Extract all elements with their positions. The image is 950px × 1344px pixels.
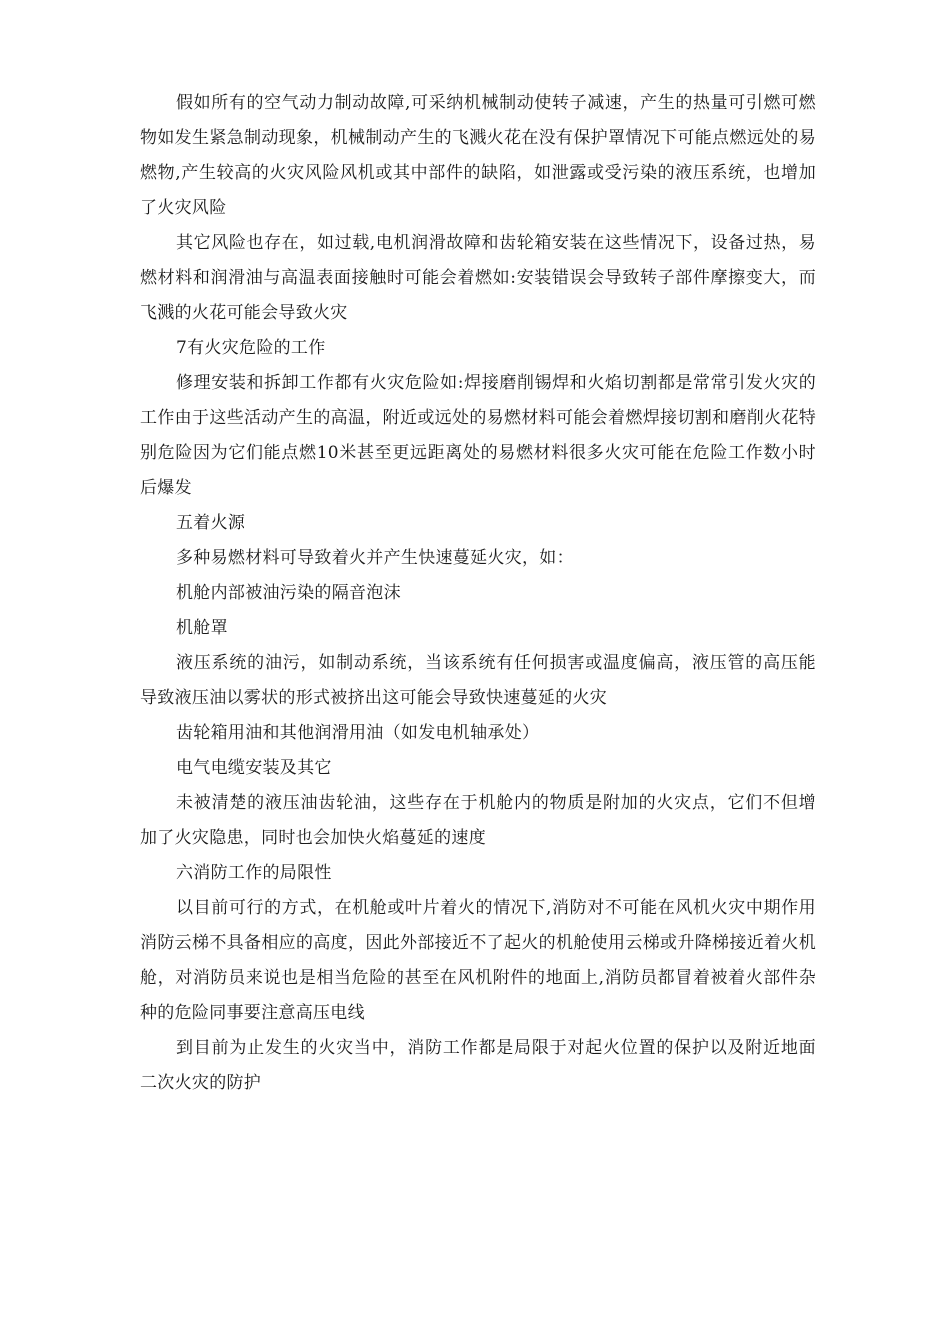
- section-heading-7: 7有火灾危险的工作: [176, 338, 326, 358]
- paragraph-7: 到目前为止发生的火灾当中，消防工作都是局限于对起火位置的保护以及附近地面二次火灾的防护: [140, 1038, 816, 1093]
- paragraph-5: 未被清楚的液压油齿轮油，这些存在于机舱内的物质是附加的火灾点，它们不但增加了火灾隐患，同时也会加快火焰蔓延的速度: [140, 793, 816, 848]
- section-heading-6: 六消防工作的局限性: [176, 863, 332, 883]
- section-heading-5: 五着火源: [176, 513, 246, 533]
- paragraph-1: 假如所有的空气动力制动故障,可采纳机械制动使转子减速，产生的热量可引燃可燃物如发生紧急制动现象，机械制动产生的飞溅火花在没有保护罩情况下可能点燃远处的易燃物,产生较高的火灾风险风机或其中部件的缺陷，如泄露或受污染的液压系统，也增加了火灾风险: [140, 93, 816, 218]
- list-item-cover: 机舱罩: [176, 618, 228, 638]
- list-item-hydraulic: 液压系统的油污，如制动系统，当该系统有任何损害或温度偏高，液压管的高压能导致液压油以雾状的形式被挤出这可能会导致快速蔓延的火灾: [140, 653, 816, 708]
- paragraph-4: 多种易燃材料可导致着火并产生快速蔓延火灾，如：: [176, 548, 574, 568]
- list-item-cables: 电气电缆安装及其它: [176, 758, 332, 778]
- list-item-gear-oil: 齿轮箱用油和其他润滑用油（如发电机轴承处）: [176, 723, 540, 743]
- paragraph-2: 其它风险也存在，如过载,电机润滑故障和齿轮箱安装在这些情况下，设备过热，易燃材料和润滑油与高温表面接触时可能会着燃如:安装错误会导致转子部件摩擦变大，而飞溅的火花可能会导致火灾: [140, 233, 816, 323]
- paragraph-3: 修理安装和拆卸工作都有火灾危险如:焊接磨削锡焊和火焰切割都是常常引发火灾的工作由于这些活动产生的高温，附近或远处的易燃材料可能会着燃焊接切割和磨削火花特别危险因为它们能点燃10米甚至更远距离处的易燃材料很多火灾可能在危险工作数小时后爆发: [140, 373, 816, 498]
- paragraph-6: 以目前可行的方式，在机舱或叶片着火的情况下,消防对不可能在风机火灾中期作用消防云梯不具备相应的高度，因此外部接近不了起火的机舱使用云梯或升降梯接近着火机舱，对消防员来说也是相当危险的甚至在风机附件的地面上,消防员都冒着被着火部件杂种的危险同事要注意高压电线: [140, 898, 816, 1023]
- list-item-foam: 机舱内部被油污染的隔音泡沫: [176, 583, 401, 603]
- document-body: [140, 86, 816, 1101]
